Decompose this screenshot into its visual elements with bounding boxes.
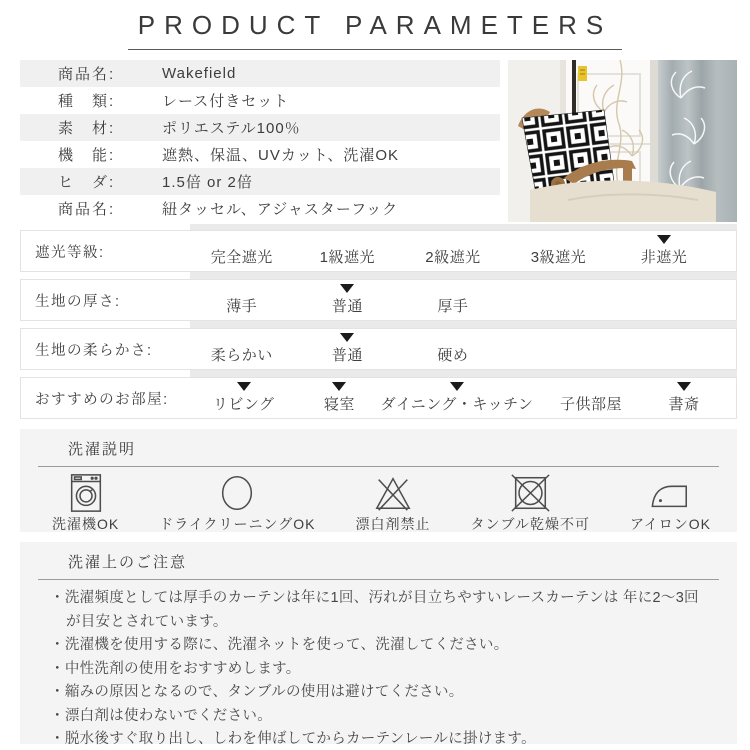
spec-row (20, 141, 500, 168)
spec-value: レース付きセット (162, 93, 290, 110)
rating-option-label: 完全遮光 (210, 249, 273, 266)
washing-heading: 洗濯説明 (68, 441, 137, 458)
note-item: ・ 脱水後すぐ取り出し、しわを伸ばしてからカーテンレールに掛けます。 (50, 728, 709, 750)
rating-option-label: 普通 (331, 347, 363, 364)
rating-option-label: 柔らかい (210, 347, 273, 364)
rating-option (400, 231, 506, 271)
spec-row (20, 87, 500, 114)
spec-value: 紐タッセル、アジャスターフック (162, 201, 399, 218)
rating-options (189, 231, 736, 271)
selection-marker-icon (332, 382, 346, 391)
spec-label: 商品名: (58, 66, 116, 83)
rating-row-label: 遮光等級: (35, 244, 105, 261)
rating-option (189, 231, 295, 271)
rating-option-label: ダイニング・キッチン (380, 396, 534, 413)
spec-value: 遮熱、保温、UVカット、洗濯OK (162, 147, 400, 164)
washing-symbol-item (630, 472, 711, 534)
rating-option (648, 378, 719, 418)
rating-option-label: 3級遮光 (530, 249, 587, 266)
selection-marker-icon (340, 333, 354, 342)
rating-row (20, 328, 737, 370)
rating-option (506, 231, 612, 271)
notes-list (20, 587, 737, 750)
spec-value: 1.5倍 or 2倍 (162, 174, 253, 191)
rating-option-label: 子供部屋 (560, 396, 623, 413)
dry-cleaning-icon (215, 472, 259, 514)
spec-row (20, 168, 500, 195)
rating-section (20, 230, 737, 419)
note-item: ・ 中性洗剤の使用をおすすめします。 (50, 658, 709, 682)
product-photo (508, 60, 737, 222)
spec-label: ヒ ダ: (58, 174, 116, 191)
washing-symbol-label: ドライクリーニングOK (159, 516, 316, 532)
rating-option (400, 329, 506, 369)
page-title: PRODUCT PARAMETERS (128, 10, 623, 50)
spec-row (20, 195, 500, 222)
washing-machine-icon (64, 472, 108, 514)
rating-option-label: 書斎 (668, 396, 700, 413)
selection-marker-icon (450, 382, 464, 391)
iron-icon (648, 472, 692, 514)
spec-label: 素 材: (58, 120, 116, 137)
curtain-room-illustration (508, 60, 737, 222)
note-item: ・ 洗濯機を使用する際に、洗濯ネットを使って、洗濯してください。 (50, 634, 709, 658)
rating-options (189, 378, 736, 418)
no-tumble-dry-icon (508, 472, 552, 514)
washing-symbol-label: 漂白剤禁止 (355, 516, 431, 532)
rating-row-label: 生地の厚さ: (35, 293, 121, 310)
rating-option-label: 硬め (437, 347, 469, 364)
selection-marker-icon (237, 382, 251, 391)
rating-option (611, 231, 717, 271)
top-section (20, 60, 737, 222)
washing-symbol-item (471, 472, 590, 534)
no-bleach-icon (371, 472, 415, 514)
washing-symbol-label: アイロンOK (630, 516, 711, 532)
rating-option-label: 2級遮光 (425, 249, 481, 266)
spec-label: 商品名: (58, 201, 116, 218)
rating-row (20, 230, 737, 272)
note-item: ・ 漂白剤は使わないでください。 (50, 705, 709, 729)
rating-row-label: おすすめのお部屋: (35, 391, 169, 408)
spec-table (20, 60, 500, 222)
rating-option (400, 280, 506, 320)
spec-label: 機 能: (58, 147, 116, 164)
rating-option-label: 非遮光 (640, 249, 688, 266)
rating-option (189, 329, 295, 369)
notes-heading: 洗濯上のご注意 (68, 554, 188, 571)
rating-row-label: 生地の柔らかさ: (35, 342, 153, 359)
title-section (0, 0, 750, 50)
washing-symbol-label: タンブル乾燥不可 (470, 516, 590, 532)
rating-option-label: 寝室 (323, 396, 355, 413)
selection-marker-icon (677, 382, 691, 391)
rating-option-label: 普通 (331, 298, 363, 315)
rating-row (20, 377, 737, 419)
rating-option (189, 280, 295, 320)
washing-symbol-item (356, 472, 431, 534)
spec-value: Wakefield (162, 65, 237, 82)
rating-option (295, 280, 401, 320)
rating-option (534, 378, 649, 418)
rating-option (295, 231, 401, 271)
selection-marker-icon (657, 235, 671, 244)
note-item: ・ 縮みの原因となるので、タンブルの使用は避けてください。 (50, 681, 709, 705)
rating-option (295, 329, 401, 369)
washing-symbol-item (159, 472, 315, 534)
note-item: ・ 洗濯頻度としては厚手のカーテンは年に1回、汚れが目立ちやすいレースカーテンは 年に2～3回が目安とされています。 (50, 587, 709, 634)
washing-symbol-item (52, 472, 119, 534)
rating-option (380, 378, 533, 418)
rating-option-label: 厚手 (437, 298, 469, 315)
selection-marker-icon (340, 284, 354, 293)
notes-divider (38, 579, 719, 580)
rating-option-label: 薄手 (226, 298, 258, 315)
rating-option (189, 378, 298, 418)
washing-icons-row (20, 467, 737, 534)
rating-options (189, 329, 736, 369)
notes-section (20, 542, 737, 747)
washing-symbol-label: 洗濯機OK (52, 516, 120, 532)
spec-label: 種 類: (58, 93, 116, 110)
rating-option-label: リビング (212, 396, 275, 413)
rating-options (189, 280, 736, 320)
rating-option (298, 378, 380, 418)
rating-option-label: 1級遮光 (319, 249, 376, 266)
spec-value: ポリエステル100％ (162, 120, 301, 137)
spec-row (20, 60, 500, 87)
spec-row (20, 114, 500, 141)
washing-section (20, 429, 737, 532)
rating-row (20, 279, 737, 321)
